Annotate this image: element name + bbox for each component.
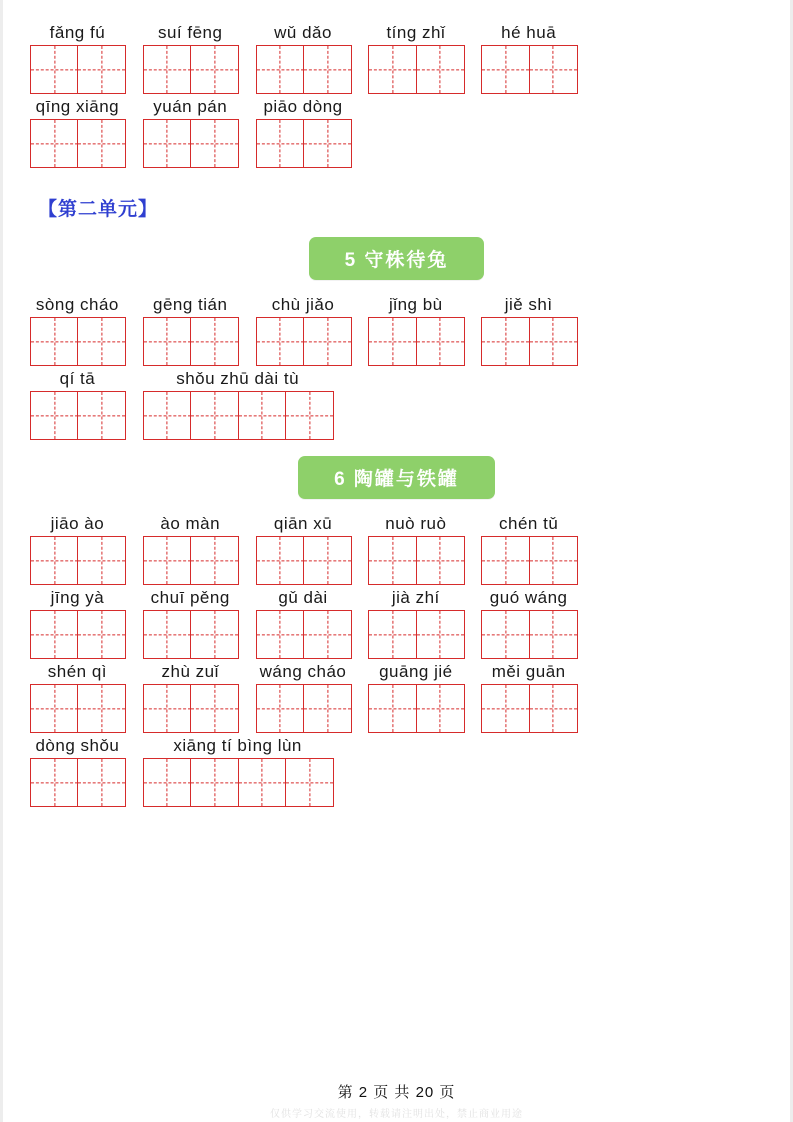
writing-grid[interactable] [30, 536, 125, 585]
page-footer: 第 2 页 共 20 页 [337, 1084, 456, 1101]
writing-grid[interactable] [30, 45, 125, 94]
word-row [30, 513, 763, 585]
word-entry [481, 661, 576, 733]
lesson-banner-wrap [30, 456, 763, 499]
writing-cell[interactable] [143, 119, 192, 168]
unit-title: 【第二单元】 [38, 199, 159, 220]
word-entry [368, 513, 463, 585]
writing-cell[interactable] [77, 536, 126, 585]
word-entry [30, 96, 125, 168]
pinyin-label: jiě shì [504, 295, 553, 314]
word-row [30, 294, 763, 366]
pinyin-label: sòng cháo [35, 295, 119, 314]
writing-grid[interactable] [481, 610, 576, 659]
writing-cell[interactable] [256, 536, 305, 585]
writing-grid[interactable] [143, 610, 238, 659]
writing-cell[interactable] [30, 684, 79, 733]
word-entry [368, 22, 463, 94]
lesson-section [30, 456, 763, 807]
writing-cell[interactable] [77, 758, 126, 807]
writing-cell[interactable] [285, 391, 334, 440]
writing-cell[interactable] [303, 610, 352, 659]
writing-cell[interactable] [481, 684, 530, 733]
pinyin-label: gǔ dài [278, 588, 328, 607]
writing-cell[interactable] [190, 758, 239, 807]
watermark-text: 仅供学习交流使用，转载请注明出处，禁止商业用途 [270, 1109, 523, 1120]
writing-cell[interactable] [77, 610, 126, 659]
writing-grid[interactable] [481, 45, 576, 94]
writing-cell[interactable] [481, 45, 530, 94]
pinyin-label: dòng shǒu [35, 736, 120, 755]
writing-cell[interactable] [416, 610, 465, 659]
writing-cell[interactable] [190, 119, 239, 168]
pinyin-label: chù jiǎo [271, 295, 335, 314]
lesson-title-banner: 5 守株待兔 [309, 237, 485, 280]
writing-cell[interactable] [416, 317, 465, 366]
writing-cell[interactable] [30, 610, 79, 659]
word-row [30, 96, 763, 168]
writing-grid[interactable] [256, 317, 351, 366]
writing-grid[interactable] [30, 119, 125, 168]
writing-grid[interactable] [143, 45, 238, 94]
writing-grid[interactable] [30, 317, 125, 366]
writing-cell[interactable] [190, 610, 239, 659]
pinyin-label: měi guān [491, 662, 566, 681]
writing-grid[interactable] [368, 536, 463, 585]
writing-cell[interactable] [77, 317, 126, 366]
writing-grid[interactable] [30, 391, 125, 440]
writing-cell[interactable] [256, 317, 305, 366]
pinyin-label: jīng yà [50, 588, 105, 607]
word-entry [30, 22, 125, 94]
pinyin-label: shén qì [47, 662, 108, 681]
writing-grid[interactable] [368, 684, 463, 733]
writing-cell[interactable] [77, 45, 126, 94]
page-edge-left [0, 0, 3, 1122]
writing-cell[interactable] [303, 317, 352, 366]
word-entry [30, 735, 125, 807]
pinyin-label: ào màn [160, 514, 221, 533]
writing-cell[interactable] [143, 610, 192, 659]
writing-grid[interactable] [143, 391, 333, 440]
pinyin-label: qiān xū [273, 514, 333, 533]
writing-cell[interactable] [303, 536, 352, 585]
writing-cell[interactable] [256, 119, 305, 168]
writing-grid[interactable] [30, 610, 125, 659]
writing-cell[interactable] [256, 684, 305, 733]
writing-cell[interactable] [77, 391, 126, 440]
pinyin-label: qīng xiāng [35, 97, 120, 116]
writing-cell[interactable] [30, 536, 79, 585]
pinyin-label: chén tǔ [499, 514, 559, 533]
word-entry [143, 735, 333, 807]
writing-cell[interactable] [368, 684, 417, 733]
word-entry [256, 96, 351, 168]
pinyin-label: guó wáng [489, 588, 568, 607]
writing-grid[interactable] [256, 536, 351, 585]
word-entry [368, 587, 463, 659]
pinyin-label: gēng tián [152, 295, 228, 314]
writing-cell[interactable] [143, 758, 192, 807]
writing-cell[interactable] [368, 536, 417, 585]
writing-cell[interactable] [416, 684, 465, 733]
word-entry [30, 661, 125, 733]
lesson-section [30, 237, 763, 440]
pinyin-label: chuī pěng [150, 588, 230, 607]
pinyin-label: jǐng bù [389, 295, 443, 314]
word-entry [143, 587, 238, 659]
writing-cell[interactable] [481, 610, 530, 659]
writing-cell[interactable] [30, 45, 79, 94]
word-entry [481, 587, 576, 659]
writing-cell[interactable] [529, 684, 578, 733]
pinyin-label: jiāo ào [50, 514, 105, 533]
word-entry [481, 294, 576, 366]
word-entry [30, 294, 125, 366]
writing-cell[interactable] [238, 391, 287, 440]
writing-grid[interactable] [256, 119, 351, 168]
writing-grid[interactable] [256, 610, 351, 659]
writing-cell[interactable] [529, 45, 578, 94]
writing-cell[interactable] [481, 317, 530, 366]
word-entry [143, 661, 238, 733]
writing-cell[interactable] [416, 45, 465, 94]
writing-grid[interactable] [481, 536, 576, 585]
writing-grid[interactable] [143, 536, 238, 585]
word-entry [481, 22, 576, 94]
writing-cell[interactable] [190, 536, 239, 585]
writing-cell[interactable] [238, 758, 287, 807]
writing-cell[interactable] [143, 391, 192, 440]
writing-cell[interactable] [529, 610, 578, 659]
writing-grid[interactable] [481, 317, 576, 366]
writing-cell[interactable] [77, 119, 126, 168]
top-word-section [30, 22, 763, 168]
word-row [30, 587, 763, 659]
writing-cell[interactable] [143, 317, 192, 366]
writing-cell[interactable] [30, 391, 79, 440]
word-row [30, 661, 763, 733]
writing-grid[interactable] [143, 758, 333, 807]
writing-cell[interactable] [481, 536, 530, 585]
writing-cell[interactable] [368, 45, 417, 94]
writing-cell[interactable] [368, 610, 417, 659]
writing-cell[interactable] [143, 536, 192, 585]
writing-cell[interactable] [143, 684, 192, 733]
writing-grid[interactable] [30, 758, 125, 807]
pinyin-label: jià zhí [391, 588, 440, 607]
word-entry [256, 513, 351, 585]
word-entry [143, 96, 238, 168]
writing-grid[interactable] [143, 317, 238, 366]
top-rows-container [30, 22, 763, 168]
writing-cell[interactable] [190, 317, 239, 366]
writing-grid[interactable] [30, 684, 125, 733]
writing-cell[interactable] [77, 684, 126, 733]
word-row [30, 368, 763, 440]
pinyin-label: suí fēng [157, 23, 223, 42]
pinyin-label: tíng zhǐ [386, 23, 446, 42]
word-entry [143, 22, 238, 94]
word-row [30, 22, 763, 94]
writing-cell[interactable] [190, 45, 239, 94]
word-entry [256, 22, 351, 94]
pinyin-label: wáng cháo [259, 662, 347, 681]
writing-cell[interactable] [529, 536, 578, 585]
writing-cell[interactable] [190, 684, 239, 733]
word-entry [481, 513, 576, 585]
writing-cell[interactable] [143, 45, 192, 94]
word-entry [256, 661, 351, 733]
pinyin-label: qí tā [59, 369, 96, 388]
writing-grid[interactable] [143, 119, 238, 168]
writing-grid[interactable] [368, 45, 463, 94]
word-entry [368, 294, 463, 366]
writing-grid[interactable] [256, 45, 351, 94]
writing-cell[interactable] [529, 317, 578, 366]
writing-grid[interactable] [143, 684, 238, 733]
word-entry [143, 368, 333, 440]
lesson-banner-wrap [30, 237, 763, 280]
writing-cell[interactable] [368, 317, 417, 366]
word-entry [368, 661, 463, 733]
lesson-title-banner: 6 陶罐与铁罐 [298, 456, 495, 499]
writing-cell[interactable] [285, 758, 334, 807]
writing-cell[interactable] [256, 45, 305, 94]
writing-cell[interactable] [30, 119, 79, 168]
writing-grid[interactable] [368, 317, 463, 366]
writing-cell[interactable] [190, 391, 239, 440]
word-entry [30, 587, 125, 659]
word-entry [256, 294, 351, 366]
writing-grid[interactable] [368, 610, 463, 659]
pinyin-label: wǔ dǎo [274, 23, 332, 42]
word-entry [30, 368, 125, 440]
writing-cell[interactable] [303, 45, 352, 94]
writing-cell[interactable] [30, 317, 79, 366]
pinyin-label: piāo dòng [263, 97, 343, 116]
pinyin-label: guāng jié [379, 662, 453, 681]
pinyin-label: hé huā [501, 23, 557, 42]
pinyin-label: yuán pán [153, 97, 228, 116]
pinyin-label: nuò ruò [385, 514, 447, 533]
lessons-container [30, 237, 763, 807]
writing-grid[interactable] [481, 684, 576, 733]
pinyin-label: fǎng fú [49, 23, 106, 42]
word-entry [30, 513, 125, 585]
writing-grid[interactable] [256, 684, 351, 733]
pinyin-label: shǒu zhū dài tù [176, 369, 300, 388]
pinyin-label: xiāng tí bìng lùn [173, 736, 302, 755]
writing-cell[interactable] [30, 758, 79, 807]
word-row [30, 735, 763, 807]
writing-cell[interactable] [416, 536, 465, 585]
word-entry [143, 294, 238, 366]
word-entry [143, 513, 238, 585]
pinyin-label: zhù zuǐ [161, 662, 219, 681]
writing-cell[interactable] [256, 610, 305, 659]
writing-cell[interactable] [303, 119, 352, 168]
writing-cell[interactable] [303, 684, 352, 733]
word-entry [256, 587, 351, 659]
